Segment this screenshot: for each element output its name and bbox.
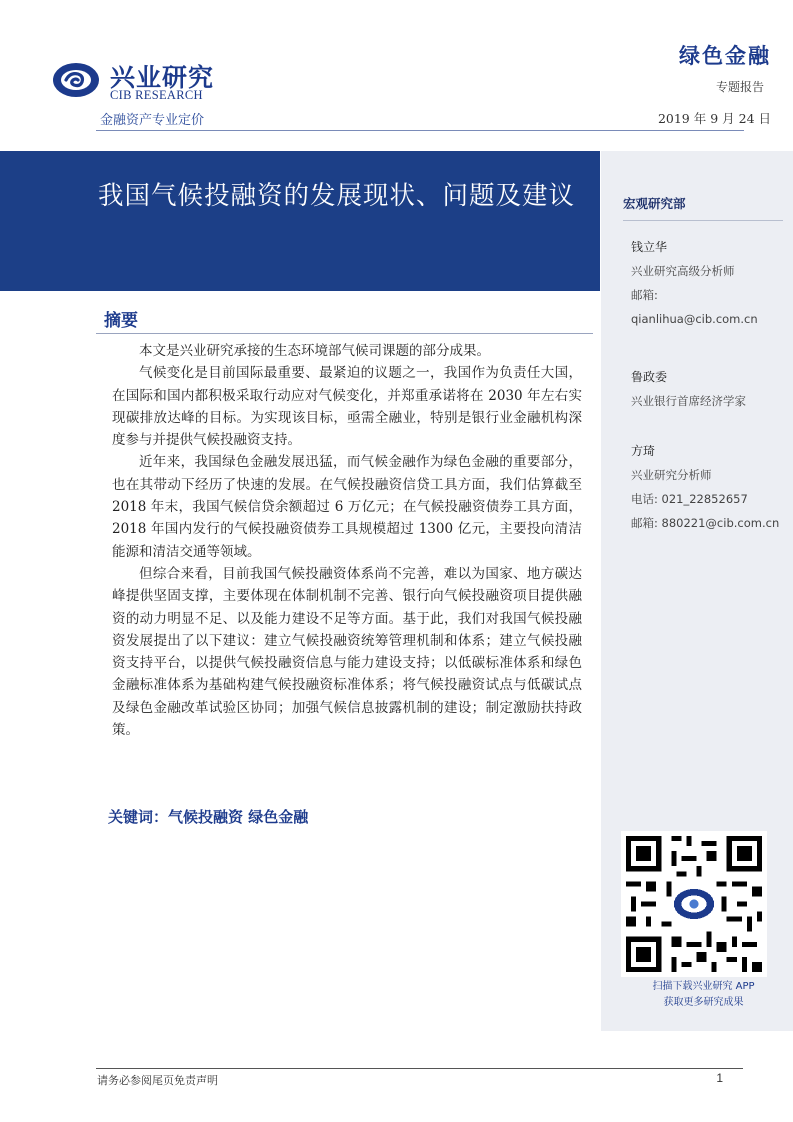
- keywords: 关键词：气候投融资 绿色金融: [108, 808, 309, 826]
- footer-divider: [96, 1068, 743, 1069]
- qr-caption-line: 获取更多研究成果: [663, 997, 744, 1008]
- header-divider: [96, 130, 744, 131]
- tagline: 金融资产专业定价: [100, 113, 205, 128]
- department-name: 宏观研究部: [623, 196, 686, 211]
- cib-logo-icon: [52, 56, 100, 104]
- report-title: 我国气候投融资的发展现状、问题及建议: [98, 181, 576, 211]
- analyst-title: 兴业银行首席经济学家: [631, 394, 746, 408]
- abstract-paragraph: 近年来，我国绿色金融发展迅猛，而气候金融作为绿色金融的重要部分，也在其带动下经历了快速的发展。在气候投融资信贷工具方面，我们估算截至 2018 年末，我国气候信贷余额超过 6 万亿元；在气候投融资债券工具方面， 2018 年国内发行的气候投融资债券工具规模超过 1300 亿元，主要投向清洁能源和清洁交通等领域。: [112, 454, 582, 560]
- analyst-name: 方琦: [631, 444, 656, 458]
- abstract-heading: 摘要: [104, 311, 138, 331]
- logo-chinese-name: 兴业研究: [110, 63, 215, 92]
- analyst-name: 鲁政委: [631, 370, 668, 384]
- abstract-paragraph: 本文是兴业研究承接的生态环境部气候司课题的部分成果。: [139, 343, 490, 359]
- title-banner: [0, 151, 600, 291]
- analyst-name: 钱立华: [631, 240, 668, 254]
- analyst-block: [631, 365, 746, 413]
- logo-english-name: CIB RESEARCH: [110, 88, 203, 102]
- abstract-body: [112, 340, 582, 741]
- abstract-paragraph: 气候变化是目前国际最重要、最紧迫的议题之一，我国作为负责任大国，在国际和国内都积极采取行动应对气候变化，并郑重承诺将在 2030 年左右实现碳排放达峰的目标。为实现该目标，亟需全融业，特别是银行业金融机构深度参与并提供气候投融资支持。: [112, 365, 582, 449]
- analyst-email[interactable]: qianlihua@cib.com.cn: [631, 312, 758, 326]
- page-number: 1: [716, 1071, 723, 1085]
- report-date: 2019 年 9 月 24 日: [657, 111, 771, 126]
- sidebar-divider: [623, 220, 783, 221]
- analyst-title: 兴业研究高级分析师: [631, 264, 735, 278]
- footer-disclaimer[interactable]: 请务必参阅尾页免责声明: [97, 1074, 218, 1087]
- analyst-block: [631, 235, 758, 331]
- abstract-divider: [96, 333, 593, 334]
- qr-caption: [601, 979, 793, 1011]
- qr-code-icon[interactable]: [621, 831, 767, 977]
- abstract-paragraph: 但综合来看，目前我国气候投融资体系尚不完善，难以为国家、地方碳达峰提供坚固支撑，主要体现在体制机制不完善、银行向气候投融资项目提供融资的动力明显不足、以及能力建设不足等方面。基于此，我们对我国气候投融资发展提出了以下建议：建立气候投融资统筹管理机制和体系；建立气候投融资支持平台，以提供气候投融资信息与能力建设支持；以低碳标准体系和绿色金融标准体系为基础构建气候投融资标准体系；将气候投融资试点与低碳试点及绿色金融改革试验区协同；加强气候信息披露机制的建设；制定激励扶持政策。: [112, 565, 582, 739]
- analyst-email[interactable]: 邮箱: 880221@cib.com.cn: [631, 516, 780, 530]
- report-category: 绿色金融: [679, 44, 771, 68]
- qr-caption-line: 扫描下载兴业研究 APP: [652, 981, 755, 992]
- analyst-title: 兴业研究分析师: [631, 468, 712, 482]
- analyst-email-label: 邮箱:: [631, 288, 658, 302]
- analyst-block: [631, 439, 779, 535]
- report-type: 专题报告: [715, 80, 764, 94]
- analyst-phone: 电话: 021_22852657: [631, 492, 748, 506]
- sidebar: [601, 151, 793, 1031]
- cib-logo: [52, 56, 232, 106]
